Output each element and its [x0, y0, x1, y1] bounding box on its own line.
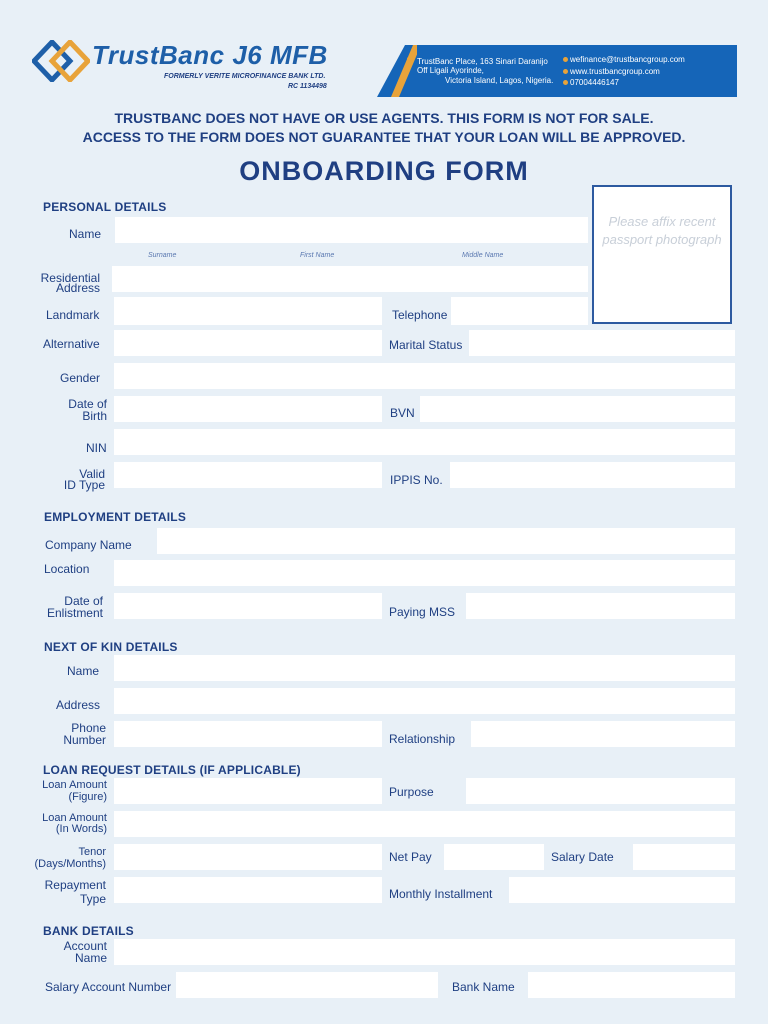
- date-of-enlistment-field[interactable]: [114, 593, 382, 619]
- section-loan-request: LOAN REQUEST DETAILS (IF APPLICABLE): [43, 763, 301, 777]
- loan-amount-figure-field[interactable]: [114, 778, 382, 804]
- label-name: Name: [69, 227, 102, 241]
- bank-name-field[interactable]: [528, 972, 735, 998]
- net-pay-field[interactable]: [444, 844, 544, 870]
- label-date-of: Date of: [68, 397, 107, 411]
- kin-address-field[interactable]: [114, 688, 735, 714]
- label-surname: Surname: [148, 252, 177, 259]
- label-middle-name: Middle Name: [462, 252, 504, 259]
- label-kin-name: Name: [67, 664, 100, 678]
- label-type: Type: [79, 892, 106, 906]
- date-of-birth-field[interactable]: [114, 396, 382, 422]
- label-repayment: Repayment: [44, 878, 106, 892]
- alternative-field[interactable]: [114, 330, 382, 356]
- label-address: Address: [55, 281, 100, 295]
- email-icon: [563, 57, 568, 62]
- label-residential: Residential: [40, 271, 100, 285]
- label-nin: NIN: [86, 441, 107, 455]
- web-icon: [563, 69, 568, 74]
- label-date-of-enlistment: Date of: [64, 594, 103, 608]
- label-valid: Valid: [79, 467, 105, 481]
- label-days-months: (Days/Months): [34, 858, 106, 870]
- label-company-name: Company Name: [45, 538, 132, 552]
- label-ippis: IPPIS No.: [390, 473, 443, 487]
- paying-mss-field[interactable]: [466, 593, 735, 619]
- label-alternative: Alternative: [43, 337, 100, 351]
- section-next-of-kin: NEXT OF KIN DETAILS: [44, 640, 178, 654]
- email: wefinance@trustbancgroup.com: [570, 55, 685, 64]
- label-phone: Phone: [71, 721, 106, 735]
- rc-number: RC 1134498: [288, 83, 327, 90]
- label-marital-status: Marital Status: [389, 338, 463, 352]
- relationship-field[interactable]: [471, 721, 735, 747]
- company-name-field[interactable]: [157, 528, 735, 554]
- kin-name-field[interactable]: [114, 655, 735, 681]
- bvn-field[interactable]: [420, 396, 735, 422]
- purpose-field[interactable]: [466, 778, 735, 804]
- label-number: Number: [63, 733, 106, 747]
- label-in-words: (In Words): [55, 823, 107, 835]
- label-account-name: Name: [74, 951, 107, 965]
- label-monthly-installment: Monthly Installment: [389, 887, 493, 901]
- contact-banner: [377, 45, 737, 97]
- label-gender: Gender: [60, 371, 101, 385]
- phone: 07004446147: [570, 78, 619, 87]
- label-telephone: Telephone: [392, 308, 448, 322]
- ippis-field[interactable]: [450, 462, 735, 488]
- label-bank-name: Bank Name: [452, 980, 515, 994]
- label-salary-date: Salary Date: [551, 850, 614, 864]
- address-line2: Off Ligali Ayorinde,: [417, 66, 484, 75]
- label-relationship: Relationship: [389, 732, 456, 746]
- label-paying-mss: Paying MSS: [389, 605, 456, 619]
- notice-line-2: ACCESS TO THE FORM DOES NOT GUARANTEE THAT YOUR LOAN WILL BE APPROVED.: [82, 129, 686, 145]
- label-loan-amount-words: Loan Amount: [42, 812, 107, 824]
- label-salary-account-number: Salary Account Number: [45, 980, 172, 994]
- nin-field[interactable]: [114, 429, 735, 455]
- label-figure: (Figure): [68, 791, 107, 803]
- marital-status-field[interactable]: [469, 330, 735, 356]
- label-landmark: Landmark: [46, 308, 100, 322]
- section-bank-details: BANK DETAILS: [43, 924, 134, 938]
- kin-phone-field[interactable]: [114, 721, 382, 747]
- salary-account-number-field[interactable]: [176, 972, 438, 998]
- website: www.trustbancgroup.com: [570, 67, 660, 76]
- label-account: Account: [63, 939, 107, 953]
- loan-amount-words-field[interactable]: [114, 811, 735, 837]
- form-title: ONBOARDING FORM: [239, 156, 529, 186]
- location-icon: [407, 57, 413, 65]
- formerly-name: FORMERLY VERITE MICROFINANCE BANK LTD.: [164, 73, 326, 80]
- monthly-installment-field[interactable]: [509, 877, 735, 903]
- trustbanc-logo-icon: [32, 40, 90, 82]
- section-employment-details: EMPLOYMENT DETAILS: [44, 510, 187, 524]
- label-bvn: BVN: [390, 406, 415, 420]
- passport-photo-box: [592, 185, 732, 324]
- salary-date-field[interactable]: [633, 844, 735, 870]
- label-loan-amount-figure: Loan Amount: [42, 779, 107, 791]
- name-field[interactable]: [115, 217, 588, 243]
- location-field[interactable]: [114, 560, 735, 586]
- residential-address-field[interactable]: [112, 266, 588, 292]
- label-id-type: ID Type: [63, 478, 105, 492]
- label-birth: Birth: [82, 409, 107, 423]
- telephone-field[interactable]: [451, 297, 588, 325]
- label-tenor: Tenor: [78, 846, 106, 858]
- label-kin-address: Address: [56, 698, 101, 712]
- valid-id-type-field[interactable]: [114, 462, 382, 488]
- label-net-pay: Net Pay: [389, 850, 432, 864]
- gender-field[interactable]: [114, 363, 735, 389]
- section-personal-details: PERSONAL DETAILS: [43, 200, 167, 214]
- tenor-field[interactable]: [114, 844, 382, 870]
- banner-stripe-icon: [377, 45, 417, 97]
- label-purpose: Purpose: [389, 785, 434, 799]
- label-enlistment: Enlistment: [46, 606, 103, 620]
- account-name-field[interactable]: [114, 939, 735, 965]
- label-location: Location: [44, 562, 90, 576]
- address-line1: TrustBanc Place, 163 Sinari Daranijo: [417, 57, 548, 66]
- photo-instruction: Please affix recent passport photograph: [602, 214, 722, 247]
- address-line3: Victoria Island, Lagos, Nigeria.: [445, 76, 554, 85]
- brand-name: TrustBanc J6 MFB: [92, 40, 328, 70]
- label-first-name: First Name: [300, 252, 335, 259]
- landmark-field[interactable]: [114, 297, 382, 325]
- phone-icon: [563, 80, 568, 85]
- repayment-type-field[interactable]: [114, 877, 382, 903]
- notice-line-1: TRUSTBANC DOES NOT HAVE OR USE AGENTS. THIS FORM IS NOT FOR SALE.: [114, 110, 654, 126]
